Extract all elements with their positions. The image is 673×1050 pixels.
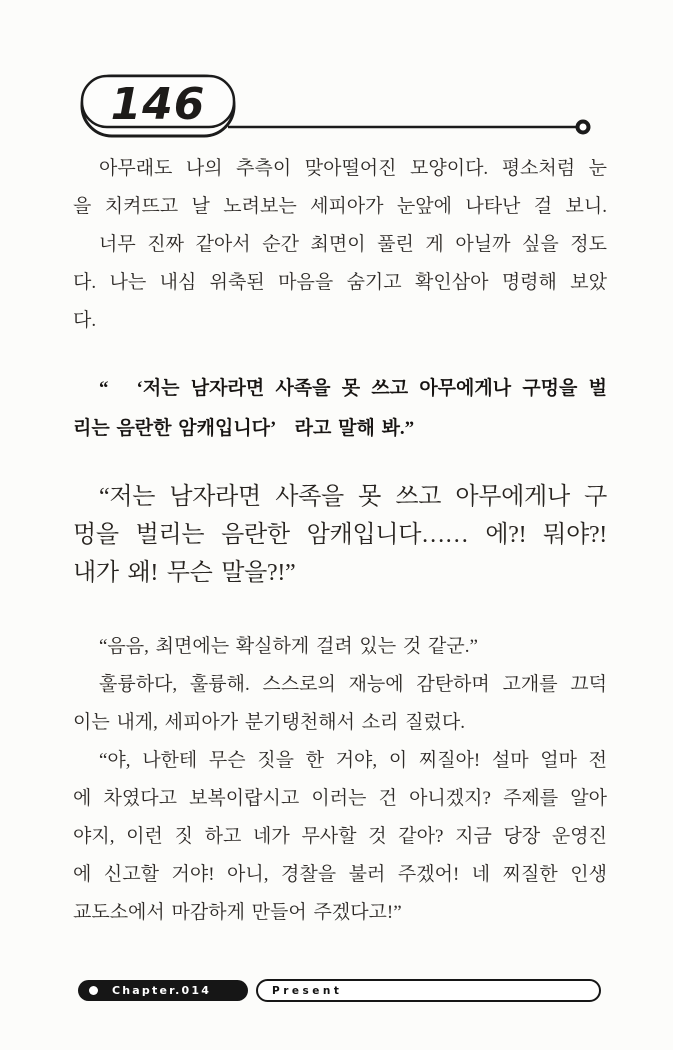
chapter-label: Chapter.014 xyxy=(112,984,212,997)
text-line: 야지, 이런 짓 하고 네가 무사할 것 같아? 지금 당장 운영진 xyxy=(73,826,607,847)
text-line: “저는 남자라면 사족을 못 쓰고 아무에게나 구 xyxy=(99,484,607,510)
paragraph xyxy=(73,150,607,226)
paragraph xyxy=(73,226,607,340)
rule-end-ring-icon xyxy=(578,122,589,133)
text-line: 아무래도 나의 추측이 맞아떨어진 모양이다. 평소처럼 눈 xyxy=(99,158,607,179)
paragraph xyxy=(73,666,607,742)
text-line: 에 신고할 거야! 아니, 경찰을 불러 주겠어! 네 찌질한 인생 xyxy=(73,864,607,885)
present-badge xyxy=(256,979,601,1002)
text-line: 다. 나는 내심 위축된 마음을 숨기고 확인삼아 명령해 보았 xyxy=(73,272,607,293)
text-line: “ ‘저는 남자라면 사족을 못 쓰고 아무에게나 구멍을 벌 xyxy=(99,378,607,399)
text-line: 다. xyxy=(73,310,97,331)
paragraph xyxy=(73,742,607,932)
text-line: 훌륭하다, 훌륭해. 스스로의 재능에 감탄하며 고개를 끄덕 xyxy=(99,674,607,695)
text-line: 내가 왜! 무슨 말을?!” xyxy=(73,560,296,586)
text-column xyxy=(73,150,607,932)
page-number: 146 xyxy=(110,79,206,130)
chapter-badge xyxy=(78,980,248,1001)
present-label: Present xyxy=(272,984,343,997)
text-line: “음음, 최면에는 확실하게 걸려 있는 것 같군.” xyxy=(99,636,478,657)
paragraph-bold-quote xyxy=(73,369,607,449)
text-line: 이는 내게, 세피아가 분기탱천해서 소리 질렀다. xyxy=(73,712,465,733)
paragraph-large-quote xyxy=(73,478,607,592)
paragraph xyxy=(73,628,607,666)
bullet-dot-icon xyxy=(89,986,98,995)
text-line: 교도소에서 마감하게 만들어 주겠다고!” xyxy=(73,902,402,923)
text-line: “야, 나한테 무슨 짓을 한 거야, 이 찌질아! 설마 얼마 전 xyxy=(99,750,607,771)
text-line: 을 치켜뜨고 날 노려보는 세피아가 눈앞에 나타난 걸 보니. xyxy=(73,196,607,217)
text-line: 멍을 벌리는 음란한 암캐입니다…… 에?! 뭐야?! xyxy=(73,522,607,548)
text-line: 에 차였다고 보복이랍시고 이러는 건 아니겠지? 주제를 알아 xyxy=(73,788,607,809)
text-line: 리는 음란한 암캐입니다’ 라고 말해 봐.” xyxy=(73,418,415,439)
text-line: 너무 진짜 같아서 순간 최면이 풀린 게 아닐까 싶을 정도 xyxy=(99,234,607,255)
